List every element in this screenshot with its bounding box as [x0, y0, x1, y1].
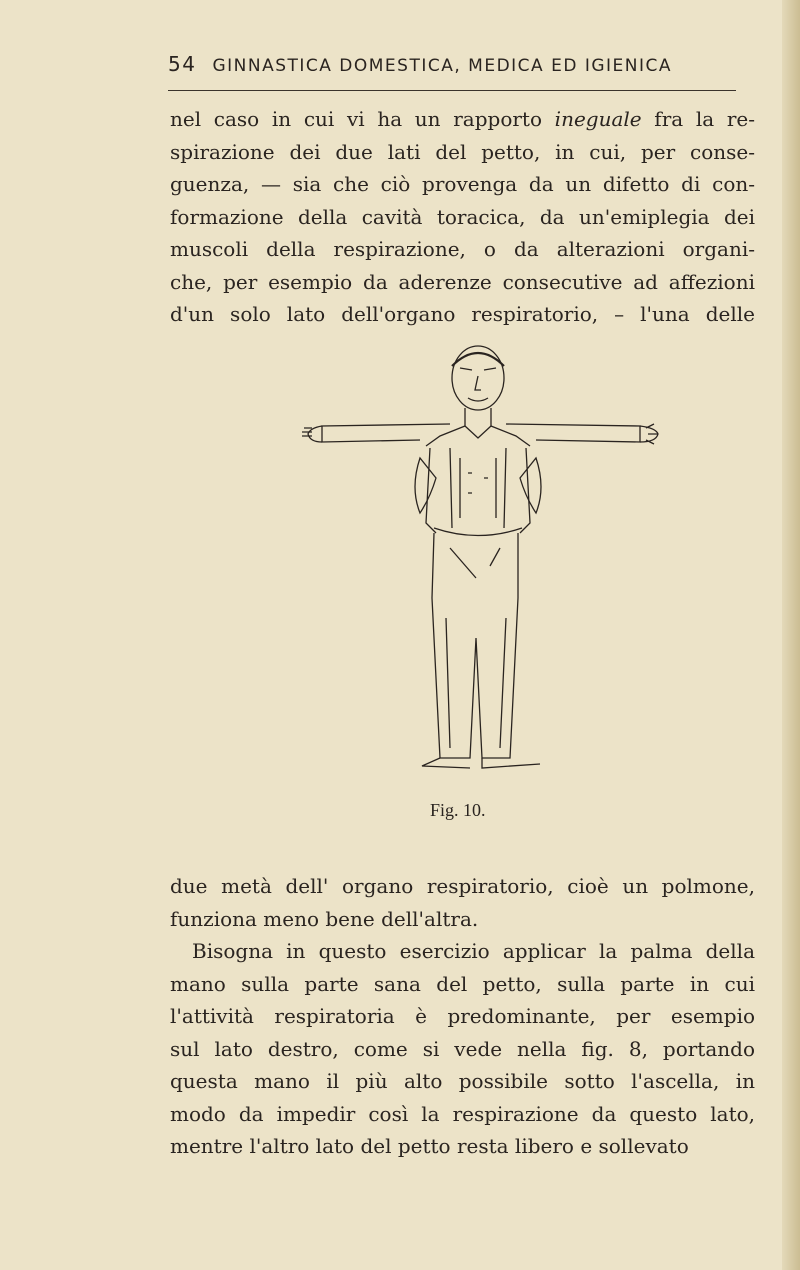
- text-line: mano sulla parte sana del petto, sulla parte in cui: [170, 971, 755, 996]
- text-line: modo da impedir così la respirazione da questo lato,: [170, 1101, 755, 1126]
- text-line: funziona meno bene dell'altra.: [170, 906, 479, 931]
- figure-left-hand: [415, 458, 436, 513]
- figure-caption: Fig. 10.: [430, 800, 486, 820]
- header-rule: [168, 90, 736, 91]
- paragraph-top: [170, 103, 755, 331]
- text-line: questa mano il più alto possibile sotto l'ascella, in: [170, 1069, 755, 1093]
- text-line: muscoli della respirazione, o da alterazioni organi-: [170, 237, 755, 261]
- text-line: guenza, — sia che ciò provenga da un difetto di con-: [170, 172, 755, 196]
- figure-right-hand: [520, 458, 541, 513]
- running-header: [168, 52, 728, 76]
- text-line: che, per esempio da aderenze consecutive ad affezioni: [170, 269, 755, 294]
- text-line: due metà dell' organo respiratorio, cioè un polmone,: [170, 874, 755, 898]
- text-line: d'un solo lato dell'organo respiratorio, – l'una delle: [170, 302, 755, 326]
- figure-left-arm: [322, 424, 450, 442]
- text-line: sul lato destro, come si vede nella fig. 8, portando: [170, 1036, 755, 1061]
- text-line: formazione della cavità toracica, da un'emiplegia dei: [170, 204, 755, 229]
- figure-right-arm: [506, 424, 640, 442]
- text-line: l'attività respiratoria è predominante, per esempio: [170, 1004, 755, 1028]
- text-line: nel caso in cui vi ha un rapporto ineguale fra la re-: [170, 107, 755, 131]
- paragraph-bottom: [170, 870, 755, 1163]
- page-edge: [782, 0, 800, 1270]
- text-line: mentre l'altro lato del petto resta libero e sollevato: [170, 1134, 689, 1158]
- running-title: GINNASTICA DOMESTICA, MEDICA ED IGIENICA: [212, 56, 672, 76]
- figure-illustration: [300, 338, 690, 778]
- text-line: Bisogna in questo esercizio applicar la palma della: [192, 939, 755, 963]
- text-line: spirazione dei due lati del petto, in cui, per conse-: [170, 139, 755, 164]
- emphasized-word: ineguale: [554, 107, 642, 131]
- page-number: 54: [168, 52, 197, 76]
